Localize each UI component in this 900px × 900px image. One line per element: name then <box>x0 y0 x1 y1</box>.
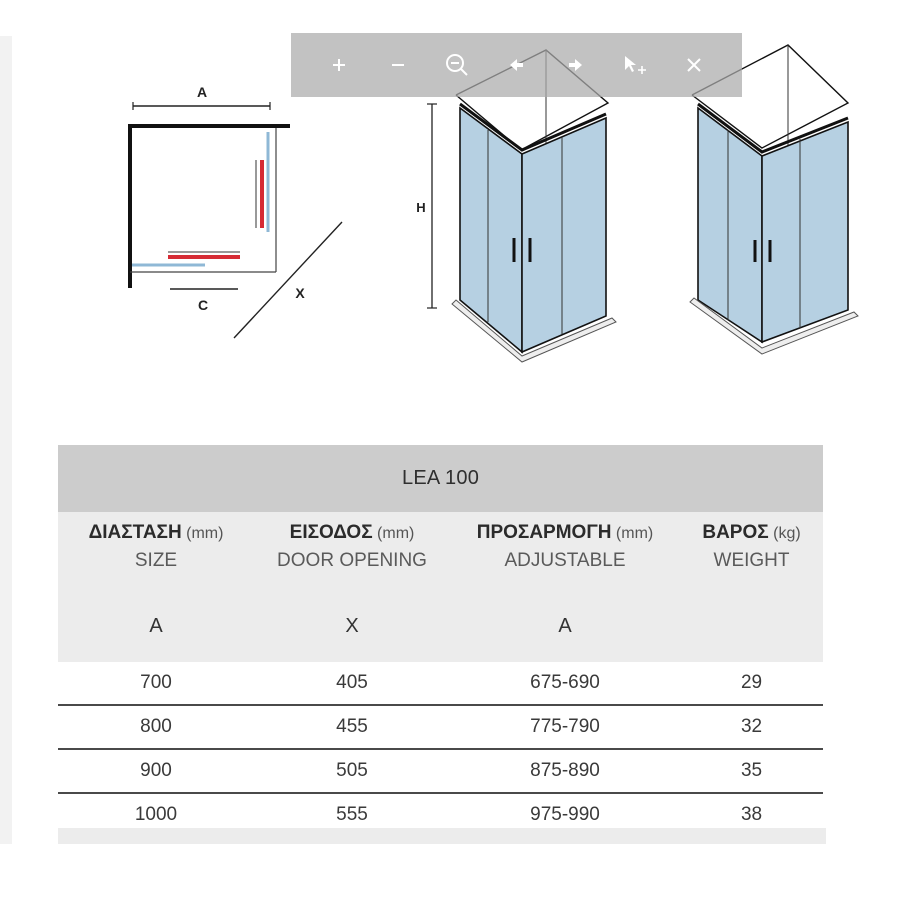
header-unit: (mm) <box>615 525 654 542</box>
plus-icon <box>329 55 349 75</box>
header-en: WEIGHT <box>713 550 790 571</box>
close-button[interactable] <box>674 45 714 85</box>
cell-size: 1000 <box>134 804 178 825</box>
cell-adjustable: 975-990 <box>530 804 600 825</box>
table-row <box>58 662 823 705</box>
column-letter <box>680 590 823 662</box>
magnifier-minus-icon <box>444 52 470 78</box>
header-unit: (mm) <box>377 525 415 542</box>
cell-weight: 32 <box>680 705 823 749</box>
next-button[interactable] <box>556 45 596 85</box>
table-title: LEA 100 <box>58 445 823 512</box>
header-row <box>58 512 823 590</box>
column-header-weight <box>680 512 823 590</box>
cell-size: 700 <box>58 662 254 705</box>
cell-adjustable: 875-890 <box>450 749 680 793</box>
dimension-x-line <box>234 222 342 338</box>
column-letter: A <box>58 590 254 662</box>
cell-size: 800 <box>58 705 254 749</box>
column-letter: A <box>450 590 680 662</box>
cell-door-opening: 455 <box>254 705 450 749</box>
image-viewer-toolbar <box>291 33 742 97</box>
table-footer-band <box>58 828 826 844</box>
header-unit: (mm) <box>186 525 224 542</box>
zoom-in-button[interactable] <box>319 45 359 85</box>
table-row <box>58 749 823 793</box>
letter-row <box>58 590 823 662</box>
cell-adjustable: 675-690 <box>450 662 680 705</box>
close-icon <box>685 56 703 74</box>
label-x: X <box>295 285 305 301</box>
height-dimension <box>416 104 437 308</box>
column-letter: X <box>254 590 450 662</box>
zoom-reset-button[interactable] <box>437 45 477 85</box>
table-row <box>58 705 823 749</box>
column-header-door-opening <box>254 512 450 590</box>
label-a: A <box>196 84 208 100</box>
cell-size: 900 <box>58 749 254 793</box>
hand-right-icon <box>566 55 586 75</box>
cell-weight: 35 <box>680 749 823 793</box>
spec-table <box>58 445 823 836</box>
cell-adjustable: 775-790 <box>450 705 680 749</box>
plan-view <box>128 84 342 338</box>
previous-button[interactable] <box>496 45 536 85</box>
header-en: ADJUSTABLE <box>504 550 626 571</box>
column-header-adjustable <box>450 512 680 590</box>
cell-door-opening: 555 <box>336 804 368 825</box>
header-en: SIZE <box>134 550 178 571</box>
cell-weight: 38 <box>740 804 763 825</box>
header-gr: ΕΙΣΟΔΟΣ <box>289 522 373 543</box>
header-gr: ΒΑΡΟΣ <box>702 522 769 543</box>
pointer-move-icon <box>622 54 648 76</box>
header-unit: (kg) <box>773 525 801 542</box>
header-gr: ΠΡΟΣΑΡΜΟΓΗ <box>476 522 612 543</box>
cell-weight: 29 <box>680 662 823 705</box>
hand-left-icon <box>506 55 526 75</box>
zoom-out-button[interactable] <box>378 45 418 85</box>
cell-door-opening: 405 <box>254 662 450 705</box>
header-en: DOOR OPENING <box>277 550 427 571</box>
minus-icon <box>388 55 408 75</box>
pan-button[interactable] <box>615 45 655 85</box>
column-header-size <box>58 512 254 590</box>
label-c: C <box>197 297 209 313</box>
header-gr: ΔΙΑΣΤΑΣΗ <box>88 522 182 543</box>
cell-door-opening: 505 <box>254 749 450 793</box>
label-h: H <box>416 200 426 215</box>
